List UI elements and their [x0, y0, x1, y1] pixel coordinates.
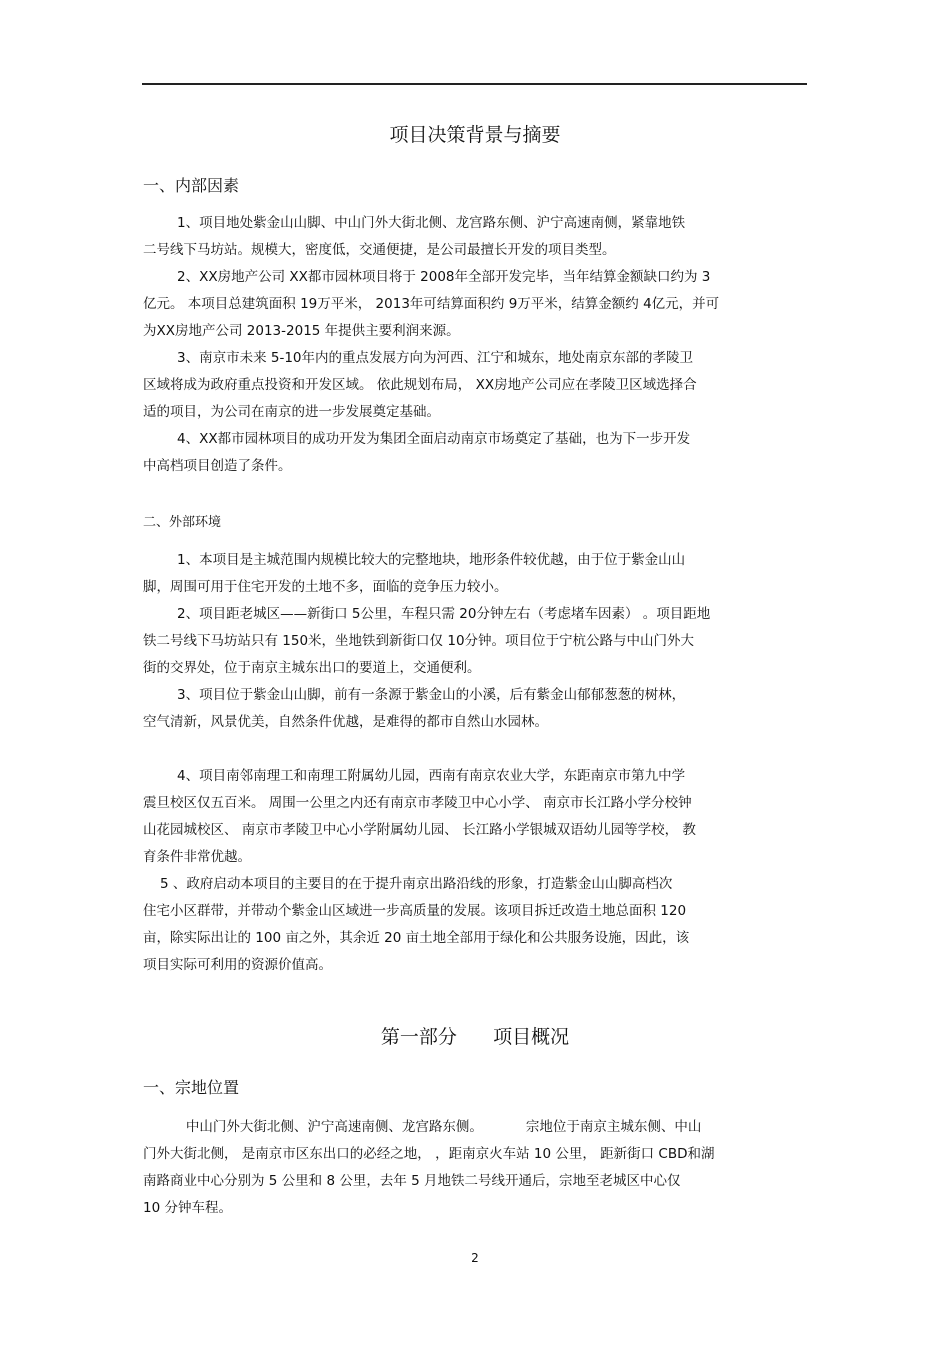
paragraph-line: 亩，除实际出让的 100 亩之外，其余近 20 亩土地全部用于绿化和公共服务设施，因此，该: [143, 930, 690, 946]
paragraph-line: 空气清新，风景优美，自然条件优越，是难得的都市自然山水园林。: [143, 714, 548, 730]
page-number: 2: [471, 1251, 479, 1265]
section-heading-internal: 一、内部因素: [143, 176, 240, 195]
paragraph-line: 4、项目南邻南理工和南理工附属幼儿园，西南有南京农业大学，东距南京市第九中学: [177, 768, 686, 784]
paragraph-line: 亿元。 本项目总建筑面积 19万平米， 2013年可结算面积约 9万平米，结算金额约 4亿元，并可: [143, 296, 720, 312]
header-rule: [142, 83, 807, 85]
paragraph-line: 5 、政府启动本项目的主要目的在于提升南京出路沿线的形象，打造紫金山山脚高档次: [160, 876, 673, 892]
paragraph-line: 2、项目距老城区——新街口 5公里，车程只需 20分钟左右（考虑堵车因素） 。项目距地: [177, 606, 711, 622]
paragraph-line: 南路商业中心分别为 5 公里和 8 公里，去年 5 月地铁二号线开通后，宗地至老城区中心仅: [143, 1173, 681, 1189]
section-heading-external: 二、外部环境: [143, 515, 222, 530]
paragraph-line: 中高档项目创造了条件。: [143, 458, 292, 474]
paragraph-line: 4、XX都市园林项目的成功开发为集团全面启动南京市场奠定了基础，也为下一步开发: [177, 431, 691, 447]
paragraph-line: 区域将成为政府重点投资和开发区域。 依此规划布局， XX房地产公司应在孝陵卫区域选择合: [143, 377, 697, 393]
paragraph-line: 住宅小区群带，并带动个紫金山区域进一步高质量的发展。该项目拆迁改造土地总面积 120: [143, 903, 687, 919]
paragraph-line: 震旦校区仅五百米。 周围一公里之内还有南京市孝陵卫中心小学、 南京市长江路小学分校钟: [143, 795, 692, 811]
paragraph-line: 脚，周围可用于住宅开发的土地不多，面临的竞争压力较小。: [143, 579, 508, 595]
paragraph-line: 中山门外大街北侧、沪宁高速南侧、龙宫路东侧。 宗地位于南京主城东侧、中山: [143, 1119, 702, 1135]
paragraph-line: 二号线下马坊站。规模大，密度低，交通便捷，是公司最擅长开发的项目类型。: [143, 242, 616, 258]
paragraph-line: 为XX房地产公司 2013-2015 年提供主要利润来源。: [143, 323, 460, 339]
paragraph-line: 适的项目，为公司在南京的进一步发展奠定基础。: [143, 404, 440, 420]
part-title: 第一部分 项目概况: [380, 1026, 570, 1048]
paragraph-line: 街的交界处，位于南京主城东出口的要道上，交通便利。: [143, 660, 481, 676]
paragraph-line: 育条件非常优越。: [143, 849, 251, 865]
paragraph-line: 10 分钟车程。: [143, 1200, 232, 1216]
paragraph-line: 1、本项目是主城范围内规模比较大的完整地块，地形条件较优越，由于位于紫金山山: [177, 552, 686, 568]
section-heading-location: 一、宗地位置: [143, 1078, 240, 1097]
paragraph-line: 1、项目地处紫金山山脚、中山门外大街北侧、龙宫路东侧、沪宁高速南侧，紧靠地铁: [177, 215, 686, 231]
paragraph-line: 山花园城校区、 南京市孝陵卫中心小学附属幼儿园、 长江路小学银城双语幼儿园等学校， 教: [143, 822, 696, 838]
paragraph-line: 3、南京市未来 5-10年内的重点发展方向为河西、江宁和城东，地处南京东部的孝陵卫: [177, 350, 694, 366]
paragraph-line: 铁二号线下马坊站只有 150米，坐地铁到新街口仅 10分钟。项目位于宁杭公路与中山门外大: [143, 633, 695, 649]
paragraph-line: 门外大街北侧， 是南京市区东出口的必经之地， ，距南京火车站 10 公里， 距新街口 CBD和湖: [143, 1146, 715, 1162]
page-title: 项目决策背景与摘要: [389, 124, 561, 146]
paragraph-line: 3、项目位于紫金山山脚，前有一条源于紫金山的小溪，后有紫金山郁郁葱葱的树林，: [177, 687, 686, 703]
paragraph-line: 项目实际可利用的资源价值高。: [143, 957, 332, 973]
paragraph-line: 2、XX房地产公司 XX都市园林项目将于 2008年全部开发完毕，当年结算金额缺口约为 3: [177, 269, 711, 285]
